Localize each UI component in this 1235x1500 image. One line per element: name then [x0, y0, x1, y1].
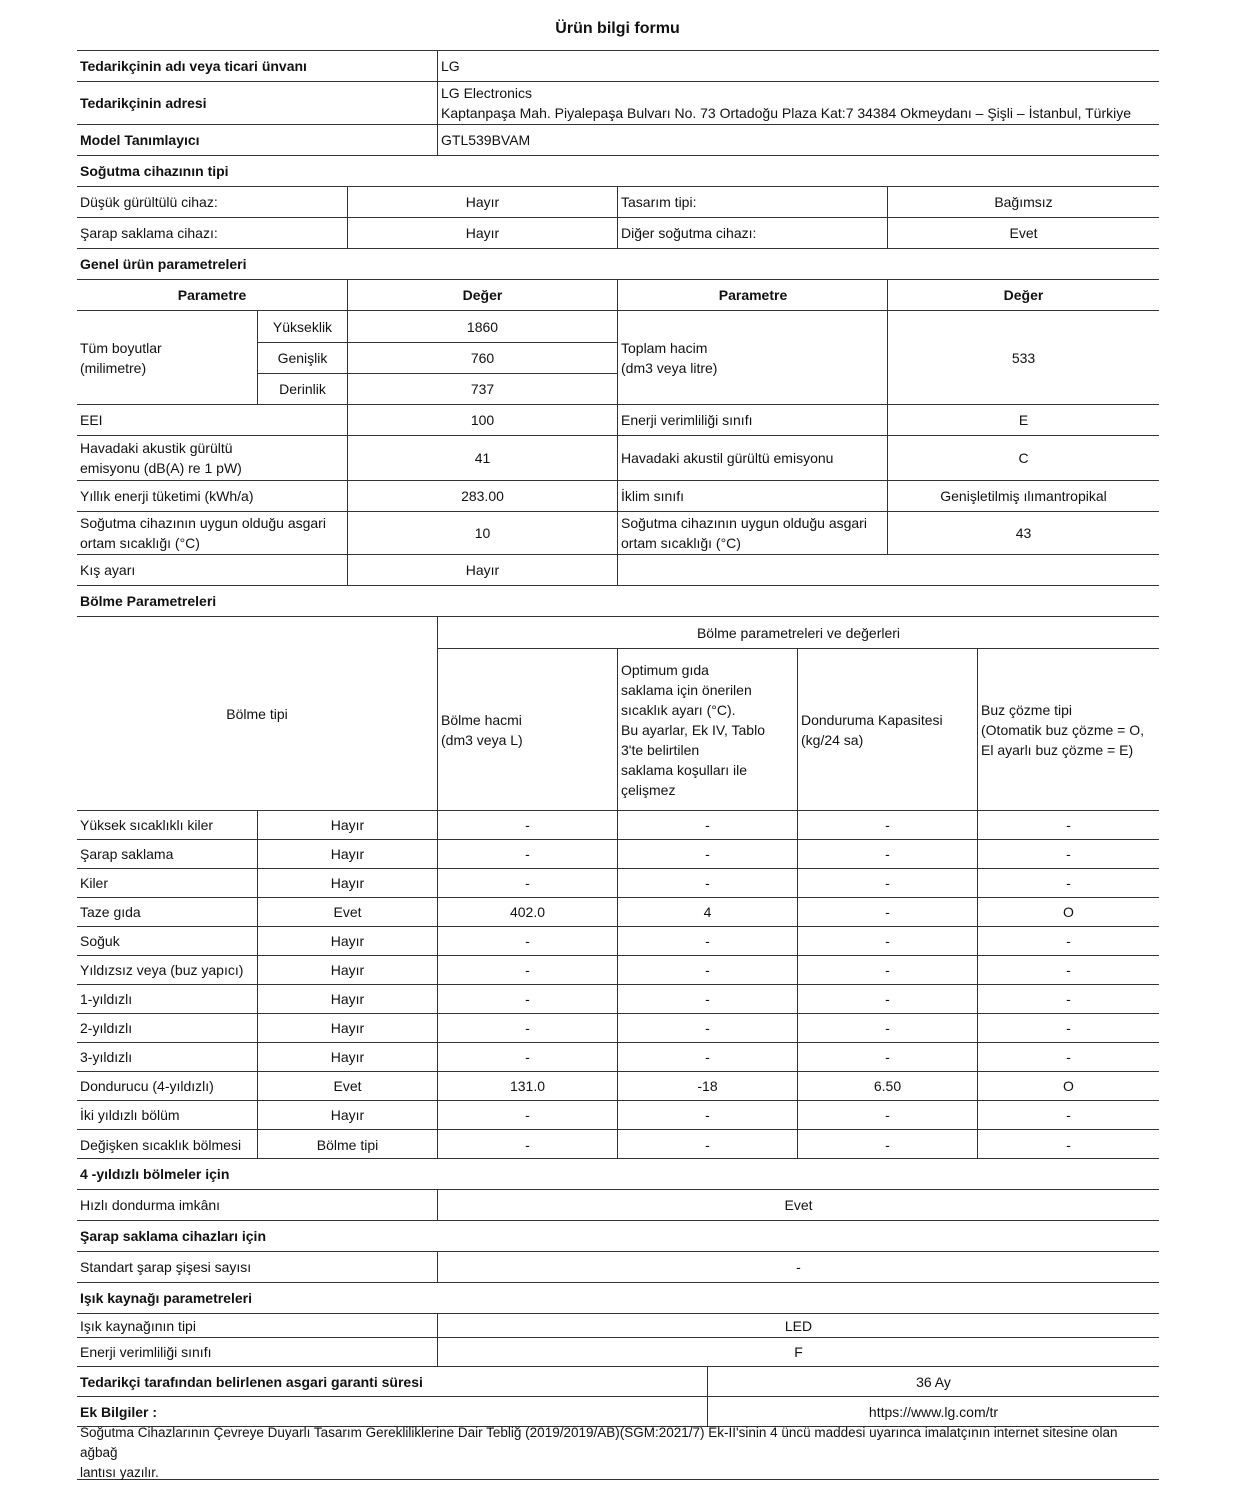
energy-class-value: E — [887, 405, 1159, 435]
eei-row — [77, 404, 1159, 435]
compartments-header — [77, 616, 1159, 810]
device-type-row-1 — [77, 186, 1159, 217]
temp-header: Optimum gıda saklama için önerilen sıcaklık ayarı (°C). Bu ayarlar, Ek IV, Tablo 3'te belirtilen saklama koşulları ile çelişmez — [617, 648, 798, 810]
design-type-value: Bağımsız — [887, 187, 1159, 217]
compartment-freeze-cell: - — [797, 869, 977, 897]
compartment-name-cell: 3-yıldızlı — [80, 1049, 133, 1065]
value-col-header-2: Değer — [887, 280, 1159, 310]
wine-device-label: Şarap saklama cihazı: — [80, 225, 218, 241]
defrost-header: Buz çözme tipi (Otomatik buz çözme = O, El ayarlı buz çözme = E) — [977, 648, 1159, 810]
compartment-volume-cell: - — [437, 985, 617, 1013]
warranty-row — [77, 1366, 1159, 1396]
general-heading-row — [77, 248, 1159, 279]
compartment-temp-cell: - — [617, 811, 797, 839]
table-row — [77, 1042, 1159, 1071]
freeze-capacity-header: Donduruma Kapasitesi (kg/24 sa) — [797, 648, 978, 810]
ambient-temp-row — [77, 511, 1159, 554]
compartment-present-cell: Hayır — [257, 1043, 437, 1071]
warranty-value: 36 Ay — [707, 1367, 1159, 1396]
compartment-name-cell: Şarap saklama — [80, 846, 174, 862]
compartment-present-cell: Hayır — [257, 927, 437, 955]
compartment-present-cell: Bölme tipi — [257, 1130, 437, 1159]
light-heading-row — [77, 1282, 1159, 1313]
annual-energy-row — [77, 480, 1159, 511]
supplier-name-label: Tedarikçinin adı veya ticari ünvanı — [80, 58, 307, 74]
compartment-volume-cell: 402.0 — [437, 898, 617, 926]
compartment-type-header: Bölme tipi — [77, 616, 437, 810]
table-row — [77, 1129, 1159, 1159]
compartment-defrost-cell: - — [977, 1014, 1159, 1042]
compartment-freeze-cell: - — [797, 956, 977, 984]
supplier-address-label: Tedarikçinin adresi — [80, 95, 207, 111]
model-label: Model Tanımlayıcı — [80, 132, 200, 148]
total-volume-value: 533 — [887, 311, 1159, 404]
volume-header: Bölme hacmi (dm3 veya L) — [437, 648, 618, 810]
table-row — [77, 1071, 1159, 1100]
noise-class-label: Havadaki akustil gürültü emisyonu — [617, 436, 888, 480]
compartment-name-cell: Yıldızsız veya (buz yapıcı) — [80, 962, 244, 978]
compartment-temp-cell: - — [617, 869, 797, 897]
compartment-freeze-cell: - — [797, 985, 977, 1013]
dimensions-label: Tüm boyutlar (milimetre) — [80, 339, 162, 376]
table-row — [77, 897, 1159, 926]
other-device-label: Diğer soğutma cihazı: — [617, 218, 888, 248]
max-temp-value: 43 — [887, 512, 1159, 554]
table-row — [77, 926, 1159, 955]
noise-label: Havadaki akustik gürültü emisyonu (dB(A) re 1 pW) — [80, 440, 242, 476]
noise-class-value: C — [887, 436, 1159, 480]
compartment-volume-cell: - — [437, 1101, 617, 1129]
compartment-name-cell: 1-yıldızlı — [80, 991, 133, 1007]
design-type-label: Tasarım tipi: — [617, 187, 888, 217]
compartment-freeze-cell: - — [797, 898, 977, 926]
compartment-defrost-cell: - — [977, 1101, 1159, 1129]
wine-device-value: Hayır — [347, 218, 617, 248]
compartment-present-cell: Evet — [257, 898, 437, 926]
climate-class-value: Genişletilmiş ılımantropikal — [887, 481, 1159, 511]
compartment-temp-cell: - — [617, 840, 797, 868]
compartment-present-cell: Evet — [257, 1072, 437, 1100]
wine-heading-row — [77, 1220, 1159, 1251]
width-label: Genişlik — [257, 342, 347, 373]
compartment-freeze-cell: - — [797, 1130, 977, 1159]
compartment-volume-cell: - — [437, 869, 617, 897]
compartment-volume-cell: - — [437, 927, 617, 955]
compartment-name-cell: 2-yıldızlı — [80, 1020, 133, 1036]
compartment-freeze-cell: - — [797, 811, 977, 839]
compartment-temp-cell: - — [617, 1014, 797, 1042]
low-noise-value: Hayır — [347, 187, 617, 217]
device-type-heading: Soğutma cihazının tipi — [80, 163, 229, 179]
compartment-group-header: Bölme parametreleri ve değerleri — [437, 616, 1159, 648]
compartment-name-cell: Taze gıda — [80, 904, 141, 920]
compartment-freeze-cell: 6.50 — [797, 1072, 977, 1100]
compartment-defrost-cell: O — [977, 1072, 1159, 1100]
winter-row — [77, 554, 1159, 585]
fast-freeze-label: Hızlı dondurma imkânı — [80, 1197, 221, 1213]
light-heading: Işık kaynağı parametreleri — [80, 1290, 252, 1306]
compartment-defrost-cell: - — [977, 956, 1159, 984]
wine-bottles-row — [77, 1251, 1159, 1282]
supplier-name-row — [77, 50, 1159, 81]
general-header-row — [77, 279, 1159, 310]
compartment-name-cell: İki yıldızlı bölüm — [80, 1107, 180, 1123]
compartment-temp-cell: - — [617, 1043, 797, 1071]
compartment-defrost-cell: - — [977, 840, 1159, 868]
compartment-freeze-cell: - — [797, 1043, 977, 1071]
table-row — [77, 839, 1159, 868]
height-value: 1860 — [347, 311, 617, 342]
compartment-defrost-cell: - — [977, 869, 1159, 897]
compartment-volume-cell: 131.0 — [437, 1072, 617, 1100]
winter-label: Kış ayarı — [80, 562, 136, 578]
compartment-present-cell: Hayır — [257, 811, 437, 839]
compartment-volume-cell: - — [437, 956, 617, 984]
compartment-freeze-cell: - — [797, 1014, 977, 1042]
extra-info-label: Ek Bilgiler : — [80, 1403, 158, 1420]
height-label: Yükseklik — [257, 311, 347, 342]
depth-label: Derinlik — [257, 373, 347, 405]
compartment-freeze-cell: - — [797, 927, 977, 955]
compartment-name-cell: Dondurucu (4-yıldızlı) — [80, 1078, 214, 1094]
compartment-defrost-cell: - — [977, 1130, 1159, 1159]
general-heading: Genel ürün parametreleri — [80, 256, 247, 272]
model-value: GTL539BVAM — [437, 125, 1159, 155]
compartment-defrost-cell: - — [977, 927, 1159, 955]
energy-class-label: Enerji verimliliği sınıfı — [617, 405, 888, 435]
other-device-value: Evet — [887, 218, 1159, 248]
device-type-row-2 — [77, 217, 1159, 248]
compartment-present-cell: Hayır — [257, 869, 437, 897]
compartment-temp-cell: - — [617, 1101, 797, 1129]
dimensions-block — [77, 310, 1159, 404]
compartment-name-cell: Soğuk — [80, 933, 120, 949]
param-col-header: Parametre — [177, 287, 247, 303]
table-row — [77, 810, 1159, 839]
compartment-volume-cell: - — [437, 1130, 617, 1159]
compartment-name-cell: Değişken sıcaklık bölmesi — [80, 1136, 242, 1153]
noise-value: 41 — [347, 436, 617, 480]
compartment-temp-cell: -18 — [617, 1072, 797, 1100]
annual-energy-value: 283.00 — [347, 481, 617, 511]
wine-bottles-value: - — [437, 1252, 1159, 1282]
compartments-heading-row — [77, 585, 1159, 616]
page-title: Ürün bilgi formu — [555, 20, 680, 37]
table-row — [77, 955, 1159, 984]
compartment-present-cell: Hayır — [257, 1101, 437, 1129]
winter-empty-cell — [617, 555, 1159, 585]
compartment-temp-cell: - — [617, 1130, 797, 1159]
compartment-name-cell: Yüksek sıcaklıklı kiler — [80, 817, 214, 833]
climate-class-label: İklim sınıfı — [617, 481, 888, 511]
compartment-volume-cell: - — [437, 1043, 617, 1071]
four-star-heading-row — [77, 1158, 1159, 1189]
dims-divider-2 — [257, 373, 618, 374]
four-star-heading: 4 -yıldızlı bölmeler için — [80, 1166, 230, 1182]
compartment-present-cell: Hayır — [257, 1014, 437, 1042]
compartment-temp-cell: - — [617, 927, 797, 955]
min-temp-label: Soğutma cihazının uygun olduğu asgari ortam sıcaklığı (°C) — [80, 515, 326, 551]
compartment-temp-cell: 4 — [617, 898, 797, 926]
total-volume-label: Toplam hacim (dm3 veya litre) — [617, 311, 888, 404]
width-value: 760 — [347, 342, 617, 373]
light-class-label: Enerji verimliliği sınıfı — [80, 1344, 212, 1360]
annual-energy-label: Yıllık enerji tüketimi (kWh/a) — [80, 488, 254, 504]
wine-heading: Şarap saklama cihazları için — [80, 1228, 266, 1244]
low-noise-label: Düşük gürültülü cihaz: — [80, 194, 218, 210]
value-col-header: Değer — [347, 280, 617, 310]
dims-divider-1 — [257, 342, 618, 343]
eei-value: 100 — [347, 405, 617, 435]
light-type-label: Işık kaynağının tipi — [80, 1317, 196, 1334]
table-row — [77, 1013, 1159, 1042]
wine-bottles-label: Standart şarap şişesi sayısı — [80, 1259, 252, 1275]
compartment-freeze-cell: - — [797, 840, 977, 868]
light-type-value: LED — [437, 1314, 1159, 1337]
depth-value: 737 — [347, 373, 617, 405]
max-temp-label: Soğutma cihazının uygun olduğu asgari ortam sıcaklığı (°C) — [617, 512, 888, 554]
light-class-value: F — [437, 1338, 1159, 1366]
compartment-freeze-cell: - — [797, 1101, 977, 1129]
warranty-label: Tedarikçi tarafından belirlenen asgari garanti süresi — [80, 1373, 423, 1390]
compartments-heading: Bölme Parametreleri — [80, 593, 217, 609]
supplier-name-value: LG — [437, 51, 1159, 81]
compartment-volume-cell: - — [437, 840, 617, 868]
compartment-volume-cell: - — [437, 811, 617, 839]
min-temp-value: 10 — [347, 512, 617, 554]
compartment-volume-cell: - — [437, 1014, 617, 1042]
note-text: Soğutma Cihazlarının Çevreye Duyarlı Tasarım Gerekliliklerine Dair Tebliğ (2019/2019/AB)(SGM:2021/7) Ek-II'sinin 4 üncü maddesi uyarınca imalatçının internet sitesine olan ağbağ lantısı yazılır. — [80, 1425, 1118, 1480]
supplier-address-value: LG Electronics Kaptanpaşa Mah. Piyalepaşa Bulvarı No. 73 Ortadoğu Plaza Kat:7 34384 Okmeydanı – Şişli – İstanbul, Türkiye — [437, 82, 1159, 124]
note-row — [77, 1426, 1159, 1480]
fast-freeze-row — [77, 1189, 1159, 1220]
compartment-present-cell: Hayır — [257, 985, 437, 1013]
compartment-present-cell: Hayır — [257, 840, 437, 868]
model-row — [77, 124, 1159, 155]
device-type-heading-row — [77, 155, 1159, 186]
compartment-defrost-cell: - — [977, 985, 1159, 1013]
light-type-row — [77, 1313, 1159, 1337]
table-row — [77, 868, 1159, 897]
compartment-temp-cell: - — [617, 985, 797, 1013]
eei-label: EEI — [80, 412, 103, 428]
compartment-temp-cell: - — [617, 956, 797, 984]
param-col-header-2: Parametre — [617, 280, 888, 310]
extra-info-link[interactable]: https://www.lg.com/tr — [707, 1397, 1159, 1426]
fast-freeze-value: Evet — [437, 1190, 1159, 1220]
supplier-address-row — [77, 81, 1159, 124]
compartment-defrost-cell: - — [977, 811, 1159, 839]
light-class-row — [77, 1337, 1159, 1366]
compartment-name-cell: Kiler — [80, 875, 109, 891]
noise-row — [77, 435, 1159, 480]
table-row — [77, 1100, 1159, 1129]
winter-value: Hayır — [347, 555, 617, 585]
extra-info-row — [77, 1396, 1159, 1426]
compartment-present-cell: Hayır — [257, 956, 437, 984]
compartment-defrost-cell: - — [977, 1043, 1159, 1071]
compartment-defrost-cell: O — [977, 898, 1159, 926]
table-row — [77, 984, 1159, 1013]
